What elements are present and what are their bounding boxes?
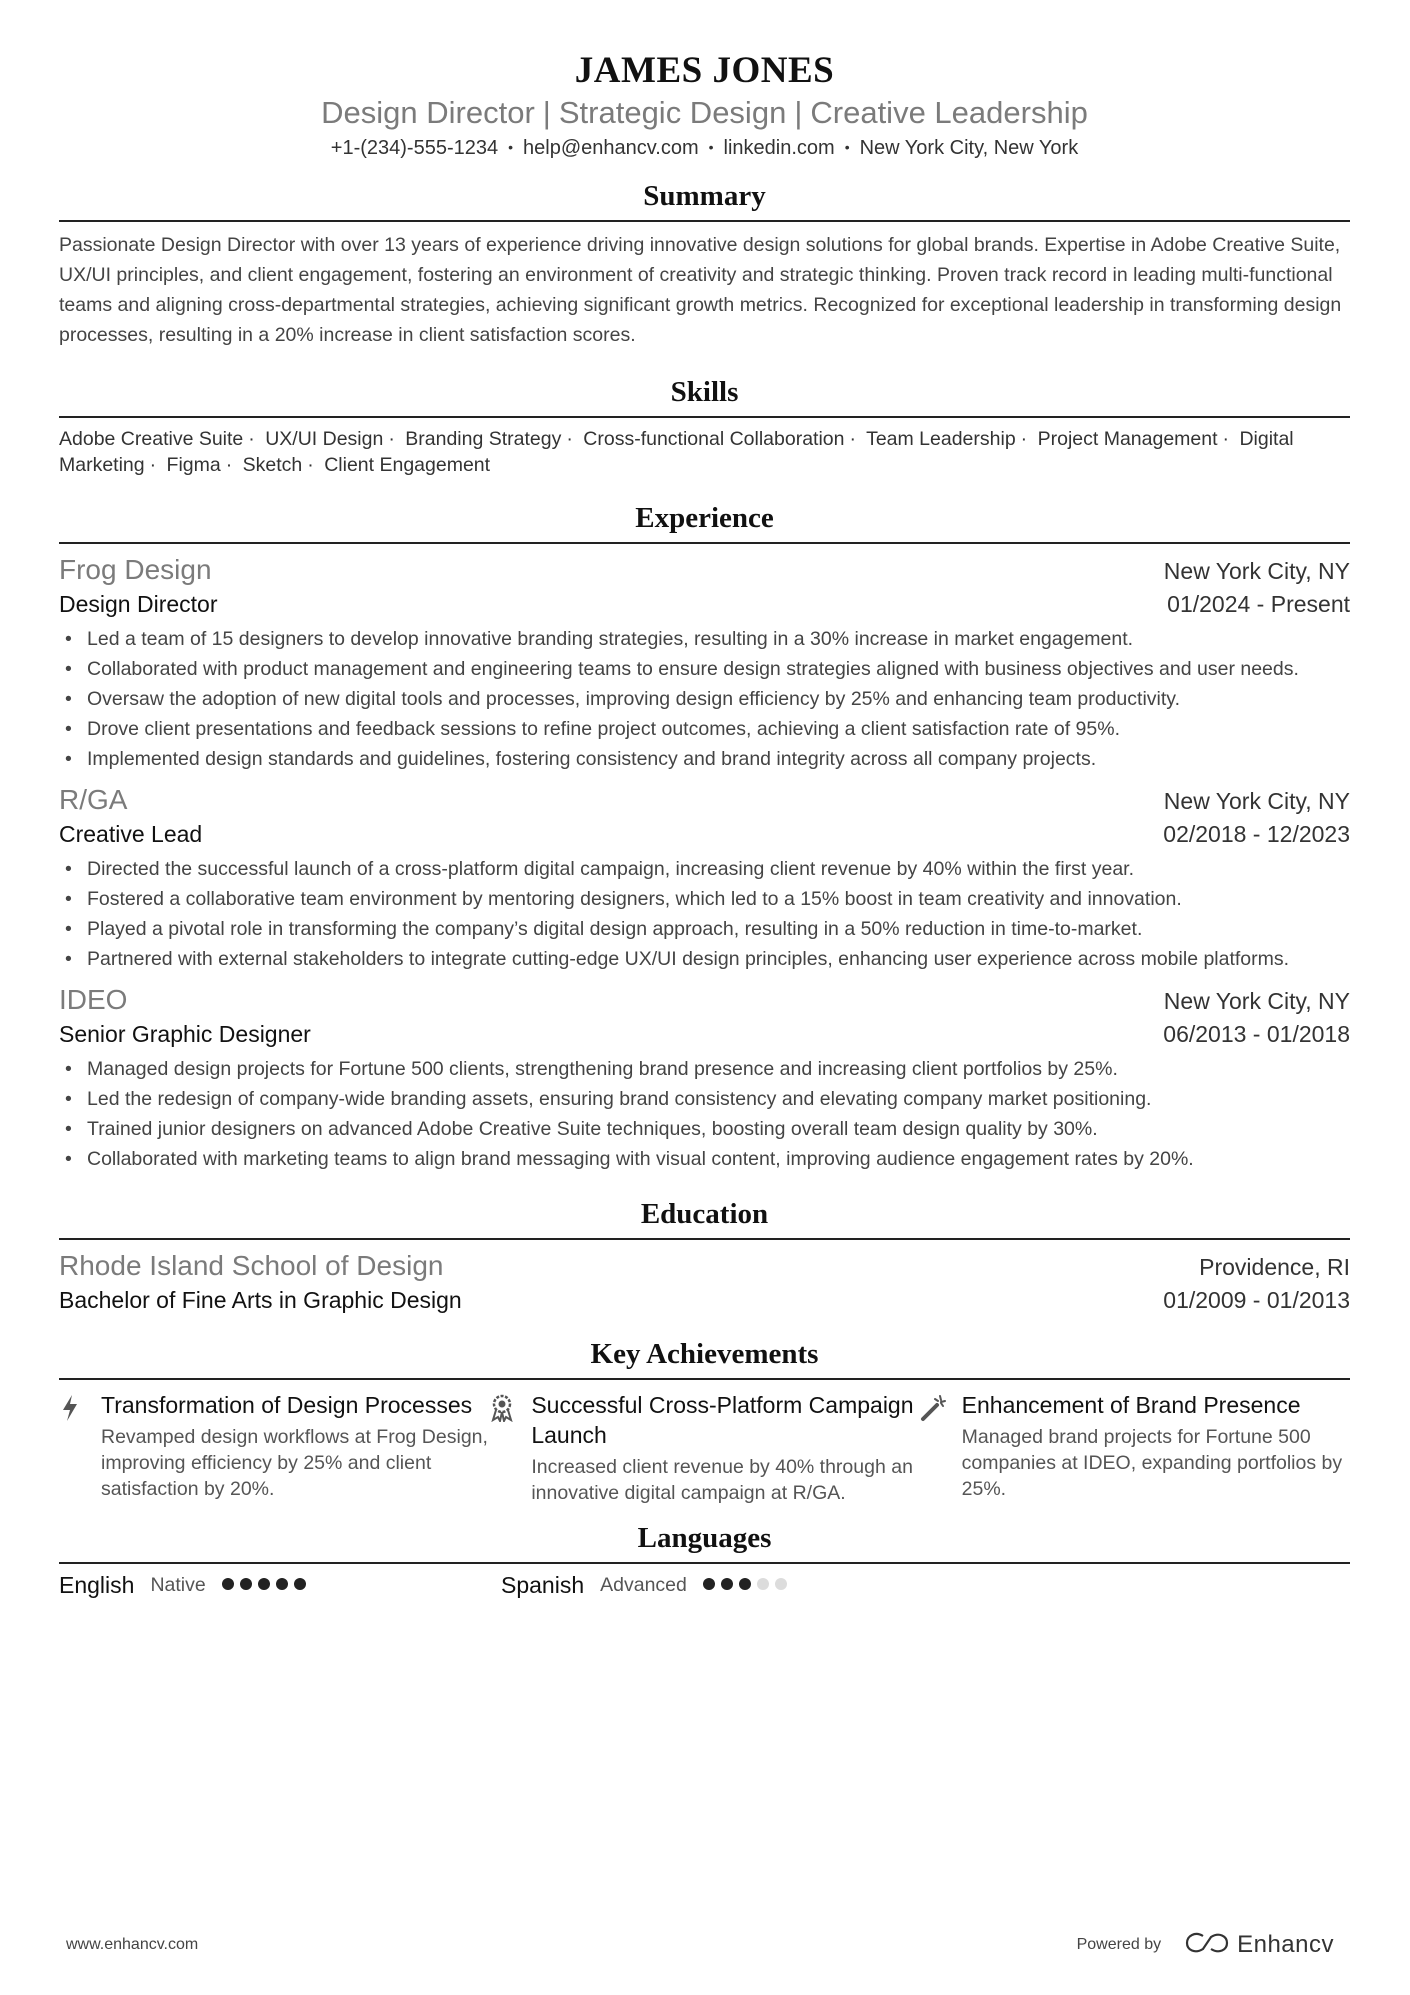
bullet-item: • Oversaw the adoption of new digital tools and processes, improving design efficiency by 25% and enhancing team productivity. (59, 684, 1350, 714)
achievement-item (59, 1390, 489, 1506)
rating-dot (294, 1578, 306, 1590)
skill-separator: · (248, 428, 255, 450)
achievements-grid (59, 1390, 1350, 1506)
language-rating (703, 1577, 793, 1595)
summary-section (59, 178, 1350, 350)
school-name: Rhode Island School of Design (59, 1250, 444, 1281)
bullet-item: • Led a team of 15 designers to develop innovative branding strategies, resulting in a 30% increase in market engagement. (59, 624, 1350, 654)
skill-separator: · (566, 428, 573, 450)
company-name: IDEO (59, 984, 128, 1015)
job-title: Senior Graphic Designer (59, 1021, 311, 1047)
contact-separator: • (844, 139, 850, 155)
rating-dot (222, 1578, 234, 1590)
job-title: Creative Lead (59, 821, 203, 847)
headline (59, 94, 1350, 132)
skills-heading: Skills (59, 374, 1350, 418)
headline-title-3: Creative Leadership (810, 95, 1088, 130)
degree: Bachelor of Fine Arts in Graphic Design (59, 1287, 462, 1313)
achievement-item (920, 1390, 1350, 1506)
education-dates: 01/2009 - 01/2013 (1163, 1287, 1350, 1313)
magic-wand-icon (920, 1390, 962, 1506)
achievement-description: Revamped design workflows at Frog Design, improving efficiency by 25% and client satisfaction by 20%. (101, 1426, 488, 1500)
skill-item: Team Leadership (866, 428, 1016, 450)
education-section (59, 1196, 1350, 1316)
skill-separator: · (307, 454, 314, 476)
powered-by-label: Powered by (1076, 1936, 1162, 1953)
candidate-name: JAMES JONES (574, 50, 835, 91)
rating-dot (721, 1578, 733, 1590)
language-rating (222, 1577, 312, 1595)
language-level: Advanced (600, 1574, 687, 1596)
skill-item: Client Engagement (324, 454, 491, 476)
award-ribbon-icon (489, 1390, 531, 1506)
skill-separator: · (388, 428, 395, 450)
bullet-item: • Played a pivotal role in transforming the company’s digital design approach, resulting in a 50% reduction in time-to-market. (59, 914, 1350, 944)
skills-list (59, 426, 1350, 478)
bullet-item: • Implemented design standards and guidelines, fostering consistency and brand integrity across all company projects. (59, 744, 1350, 774)
bullet-item: • Collaborated with marketing teams to align brand messaging with visual content, improving audience engagement rates by 20%. (59, 1144, 1350, 1174)
bullet-item: • Fostered a collaborative team environment by mentoring designers, which led to a 15% boost in team creativity and innovation. (59, 884, 1350, 914)
bullet-item: • Led the redesign of company-wide branding assets, ensuring brand consistency and elevating company market positioning. (59, 1084, 1350, 1114)
skill-separator: · (849, 428, 856, 450)
job-location: New York City, NY (1163, 988, 1350, 1014)
job-location: New York City, NY (1163, 788, 1350, 814)
skill-item: Project Management (1037, 428, 1218, 450)
bullet-item: • Directed the successful launch of a cross-platform digital campaign, increasing client revenue by 40% within the first year. (59, 854, 1350, 884)
job-location: New York City, NY (1163, 558, 1350, 584)
rating-dot (757, 1578, 769, 1590)
languages-heading: Languages (59, 1520, 1350, 1564)
skill-item: Sketch (242, 454, 303, 476)
language-level: Native (150, 1574, 206, 1596)
education-heading: Education (59, 1196, 1350, 1240)
brand-name: Enhancv (1237, 1931, 1334, 1958)
job-dates: 02/2018 - 12/2023 (1163, 821, 1350, 847)
skill-separator: · (1020, 428, 1028, 450)
language-item (501, 1572, 943, 1599)
jobs-list (59, 552, 1350, 1174)
achievement-description: Increased client revenue by 40% through an innovative digital campaign at R/GA. (531, 1456, 913, 1504)
languages-section (59, 1520, 1350, 1599)
skill-separator: · (225, 454, 233, 476)
experience-section (59, 500, 1350, 1174)
skill-item: Cross-functional Collaboration (583, 428, 845, 450)
job-bullets (59, 1054, 1350, 1174)
bullet-item: • Drove client presentations and feedback sessions to refine project outcomes, achieving a client satisfaction rate of 95%. (59, 714, 1350, 744)
achievements-heading: Key Achievements (59, 1336, 1350, 1380)
achievement-description: Managed brand projects for Fortune 500 companies at IDEO, expanding portfolios by 25%. (961, 1426, 1343, 1500)
enhancv-logo-icon (1185, 1932, 1229, 1959)
skill-separator: · (149, 454, 157, 476)
resume-page (59, 0, 1350, 1599)
language-name: Spanish (501, 1572, 585, 1598)
skill-item: Figma (166, 454, 221, 476)
bullet-item: • Managed design projects for Fortune 500 clients, strengthening brand presence and increasing client portfolios by 25%. (59, 1054, 1350, 1084)
email[interactable]: help@enhancv.com (523, 137, 699, 159)
contact-info (59, 133, 1350, 162)
resume-header (59, 49, 1350, 162)
footer-url[interactable]: www.enhancv.com (66, 1936, 199, 1953)
bullet-item: • Collaborated with product management and engineering teams to ensure design strategies aligned with business objectives and user needs. (59, 654, 1350, 684)
contact-separator: • (708, 139, 714, 155)
skill-item: UX/UI Design (265, 428, 384, 450)
skills-section (59, 374, 1350, 478)
footer (66, 1931, 1334, 1959)
job-entry (59, 982, 1350, 1174)
skill-item: Adobe Creative Suite (59, 428, 244, 450)
location: New York City, New York (859, 137, 1079, 159)
education-item (59, 1248, 1350, 1316)
rating-dot (775, 1578, 787, 1590)
headline-separator: | (794, 95, 803, 130)
headline-separator: | (542, 95, 551, 130)
job-bullets (59, 854, 1350, 974)
achievements-section (59, 1336, 1350, 1506)
skill-separator: · (1222, 428, 1230, 450)
skill-item: Digital Marketing (59, 428, 1294, 476)
school-location: Providence, RI (1199, 1254, 1350, 1280)
summary-heading: Summary (59, 178, 1350, 222)
job-bullets (59, 624, 1350, 774)
rating-dot (739, 1578, 751, 1590)
experience-heading: Experience (59, 500, 1350, 544)
contact-separator: • (508, 139, 514, 155)
rating-dot (703, 1578, 715, 1590)
achievement-title: Enhancement of Brand Presence (961, 1392, 1301, 1418)
bullet-item: • Trained junior designers on advanced Adobe Creative Suite techniques, boosting overall team design quality by 30%. (59, 1114, 1350, 1144)
job-dates: 06/2013 - 01/2018 (1163, 1021, 1350, 1047)
achievement-title: Successful Cross-Platform Campaign Launch (531, 1392, 914, 1448)
linkedin-link[interactable]: linkedin.com (723, 137, 835, 159)
company-name: R/GA (59, 784, 128, 815)
summary-text: Passionate Design Director with over 13 years of experience driving innovative design solutions for global brands. Expertise in Adobe Creative Suite, UX/UI principles, and client engagement, fostering an environment of creativity and strategic thinking. Proven track record in leading multi-functional teams and aligning cross-departmental strategies, achieving significant growth metrics. Recognized for exceptional leadership in transforming design processes, resulting in a 20% increase in client satisfaction scores. (59, 234, 1342, 346)
skill-item: Branding Strategy (405, 428, 562, 450)
headline-title-1: Design Director (321, 95, 535, 130)
languages-list (59, 1572, 1350, 1599)
job-entry (59, 552, 1350, 774)
company-name: Frog Design (59, 554, 212, 585)
lightning-icon (59, 1390, 101, 1506)
language-name: English (59, 1572, 135, 1598)
language-item (59, 1572, 501, 1599)
footer-branding (1077, 1931, 1334, 1959)
job-dates: 01/2024 - Present (1167, 591, 1350, 617)
rating-dot (258, 1578, 270, 1590)
achievement-title: Transformation of Design Processes (101, 1392, 473, 1418)
headline-title-2: Strategic Design (558, 95, 787, 130)
achievement-item (489, 1390, 919, 1506)
rating-dot (276, 1578, 288, 1590)
job-title: Design Director (59, 591, 218, 617)
phone[interactable]: +1-(234)-555-1234 (330, 137, 499, 159)
bullet-item: • Partnered with external stakeholders to integrate cutting-edge UX/UI design principles, enhancing user experience across mobile platforms. (59, 944, 1350, 974)
rating-dot (240, 1578, 252, 1590)
job-entry (59, 782, 1350, 974)
